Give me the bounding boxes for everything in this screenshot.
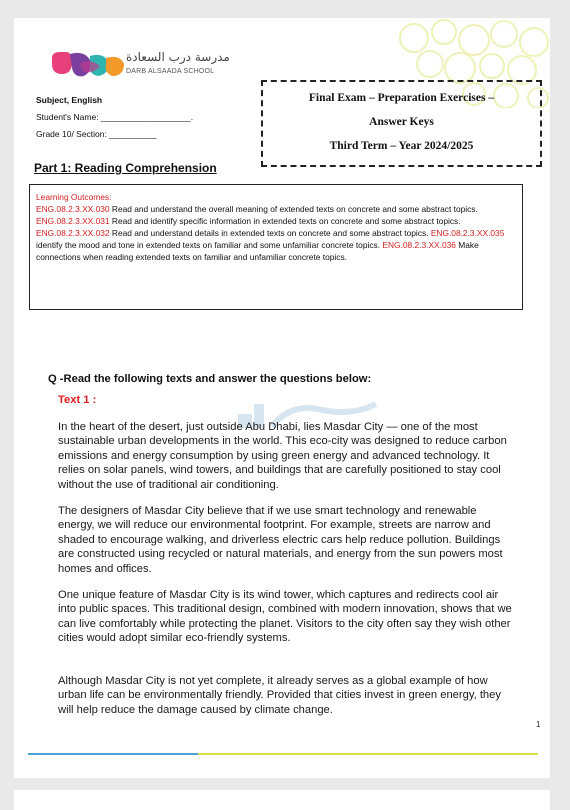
question-instruction: Q -Read the following texts and answer the questions below: <box>48 373 372 385</box>
exam-title-line2: Answer Keys <box>369 116 434 128</box>
grade-section-field: Grade 10/ Section: __________ <box>36 129 157 139</box>
outcome-code: ENG.08.2.3.XX.031 <box>36 216 110 226</box>
outcome-code: ENG.08.2.3.XX.036 <box>382 240 456 250</box>
school-name-arabic: مدرسة درب السعادة <box>126 50 230 64</box>
learning-outcomes-box <box>29 184 523 310</box>
outcome-code: ENG.08.2.3.XX.030 <box>36 204 110 214</box>
outcome-text: Make connections when reading extended texts on familiar and unfamiliar concrete topics. <box>36 240 479 262</box>
paragraph: In the heart of the desert, just outside Abu Dhabi, lies Masdar City — one of the most sustainable urban developments in the world. This eco-city was designed to reduce carbon emissions and energy consumption by using green energy and advanced technology. It relies on solar panels, wind towers, and buildings that are carefully positioned to stay cool without the use of traditional air conditioning. <box>58 421 507 491</box>
paragraph: One unique feature of Masdar City is its wind tower, which captures and redirects cool air into public spaces. This traditional design, combined with modern innovation, shows that we can live comfortably while protecting the planet. Visitors to the city often say they wish other cities would adopt similar eco-friendly systems. <box>58 589 512 645</box>
student-name-field: Student's Name: ___________________. <box>36 112 194 122</box>
outcome-text: identify the mood and tone in extended texts on familiar and some unfamiliar concrete topics. <box>36 240 383 250</box>
page-number: 1 <box>536 720 541 729</box>
learning-outcomes-heading: Learning Outcomes: <box>36 192 112 202</box>
outcome-code: ENG.08.2.3.XX.035 <box>430 228 505 238</box>
paragraph: Although Masdar City is not yet complete, it already serves as a global example of how urban life can be environmentally friendly. Provided that cities invest in green energy, they will help reduce the damage caused by climate change. <box>58 675 501 716</box>
footer-line-blue <box>28 753 198 755</box>
exam-title-line1: Final Exam – Preparation Exercises – <box>308 92 495 104</box>
exam-title-line3: Third Term – Year 2024/2025 <box>329 140 474 152</box>
document-page <box>14 18 550 778</box>
outcome-text: Read and understand the overall meaning of extended texts on concrete and some abstract topics. <box>109 204 478 214</box>
school-name-english: DARB ALSAADA SCHOOL <box>126 68 215 75</box>
subject-label: Subject, English <box>36 95 103 105</box>
exam-title-box <box>261 80 542 167</box>
text-label: Text 1 : <box>58 394 97 406</box>
outcome-text: Read and understand details in extended texts on concrete and some abstract topics. <box>109 228 431 238</box>
next-page-edge <box>14 790 550 810</box>
footer-line-yellow <box>198 753 538 755</box>
outcome-code: ENG.08.2.3.XX.032 <box>36 228 110 238</box>
paragraph: The designers of Masdar City believe that if we use smart technology and renewable energy, we will reduce our environmental footprint. For example, streets are narrow and shaded to encourage walking, and driverless electric cars help reduce pollution. Buildings are constructed using recycled or natural materials, and energy from the sun powers most homes and offices. <box>58 505 503 575</box>
outcome-text: Read and identify specific information in extended texts on concrete and some abstract topics. <box>109 216 461 226</box>
part1-heading: Part 1: Reading Comprehension <box>34 161 217 175</box>
